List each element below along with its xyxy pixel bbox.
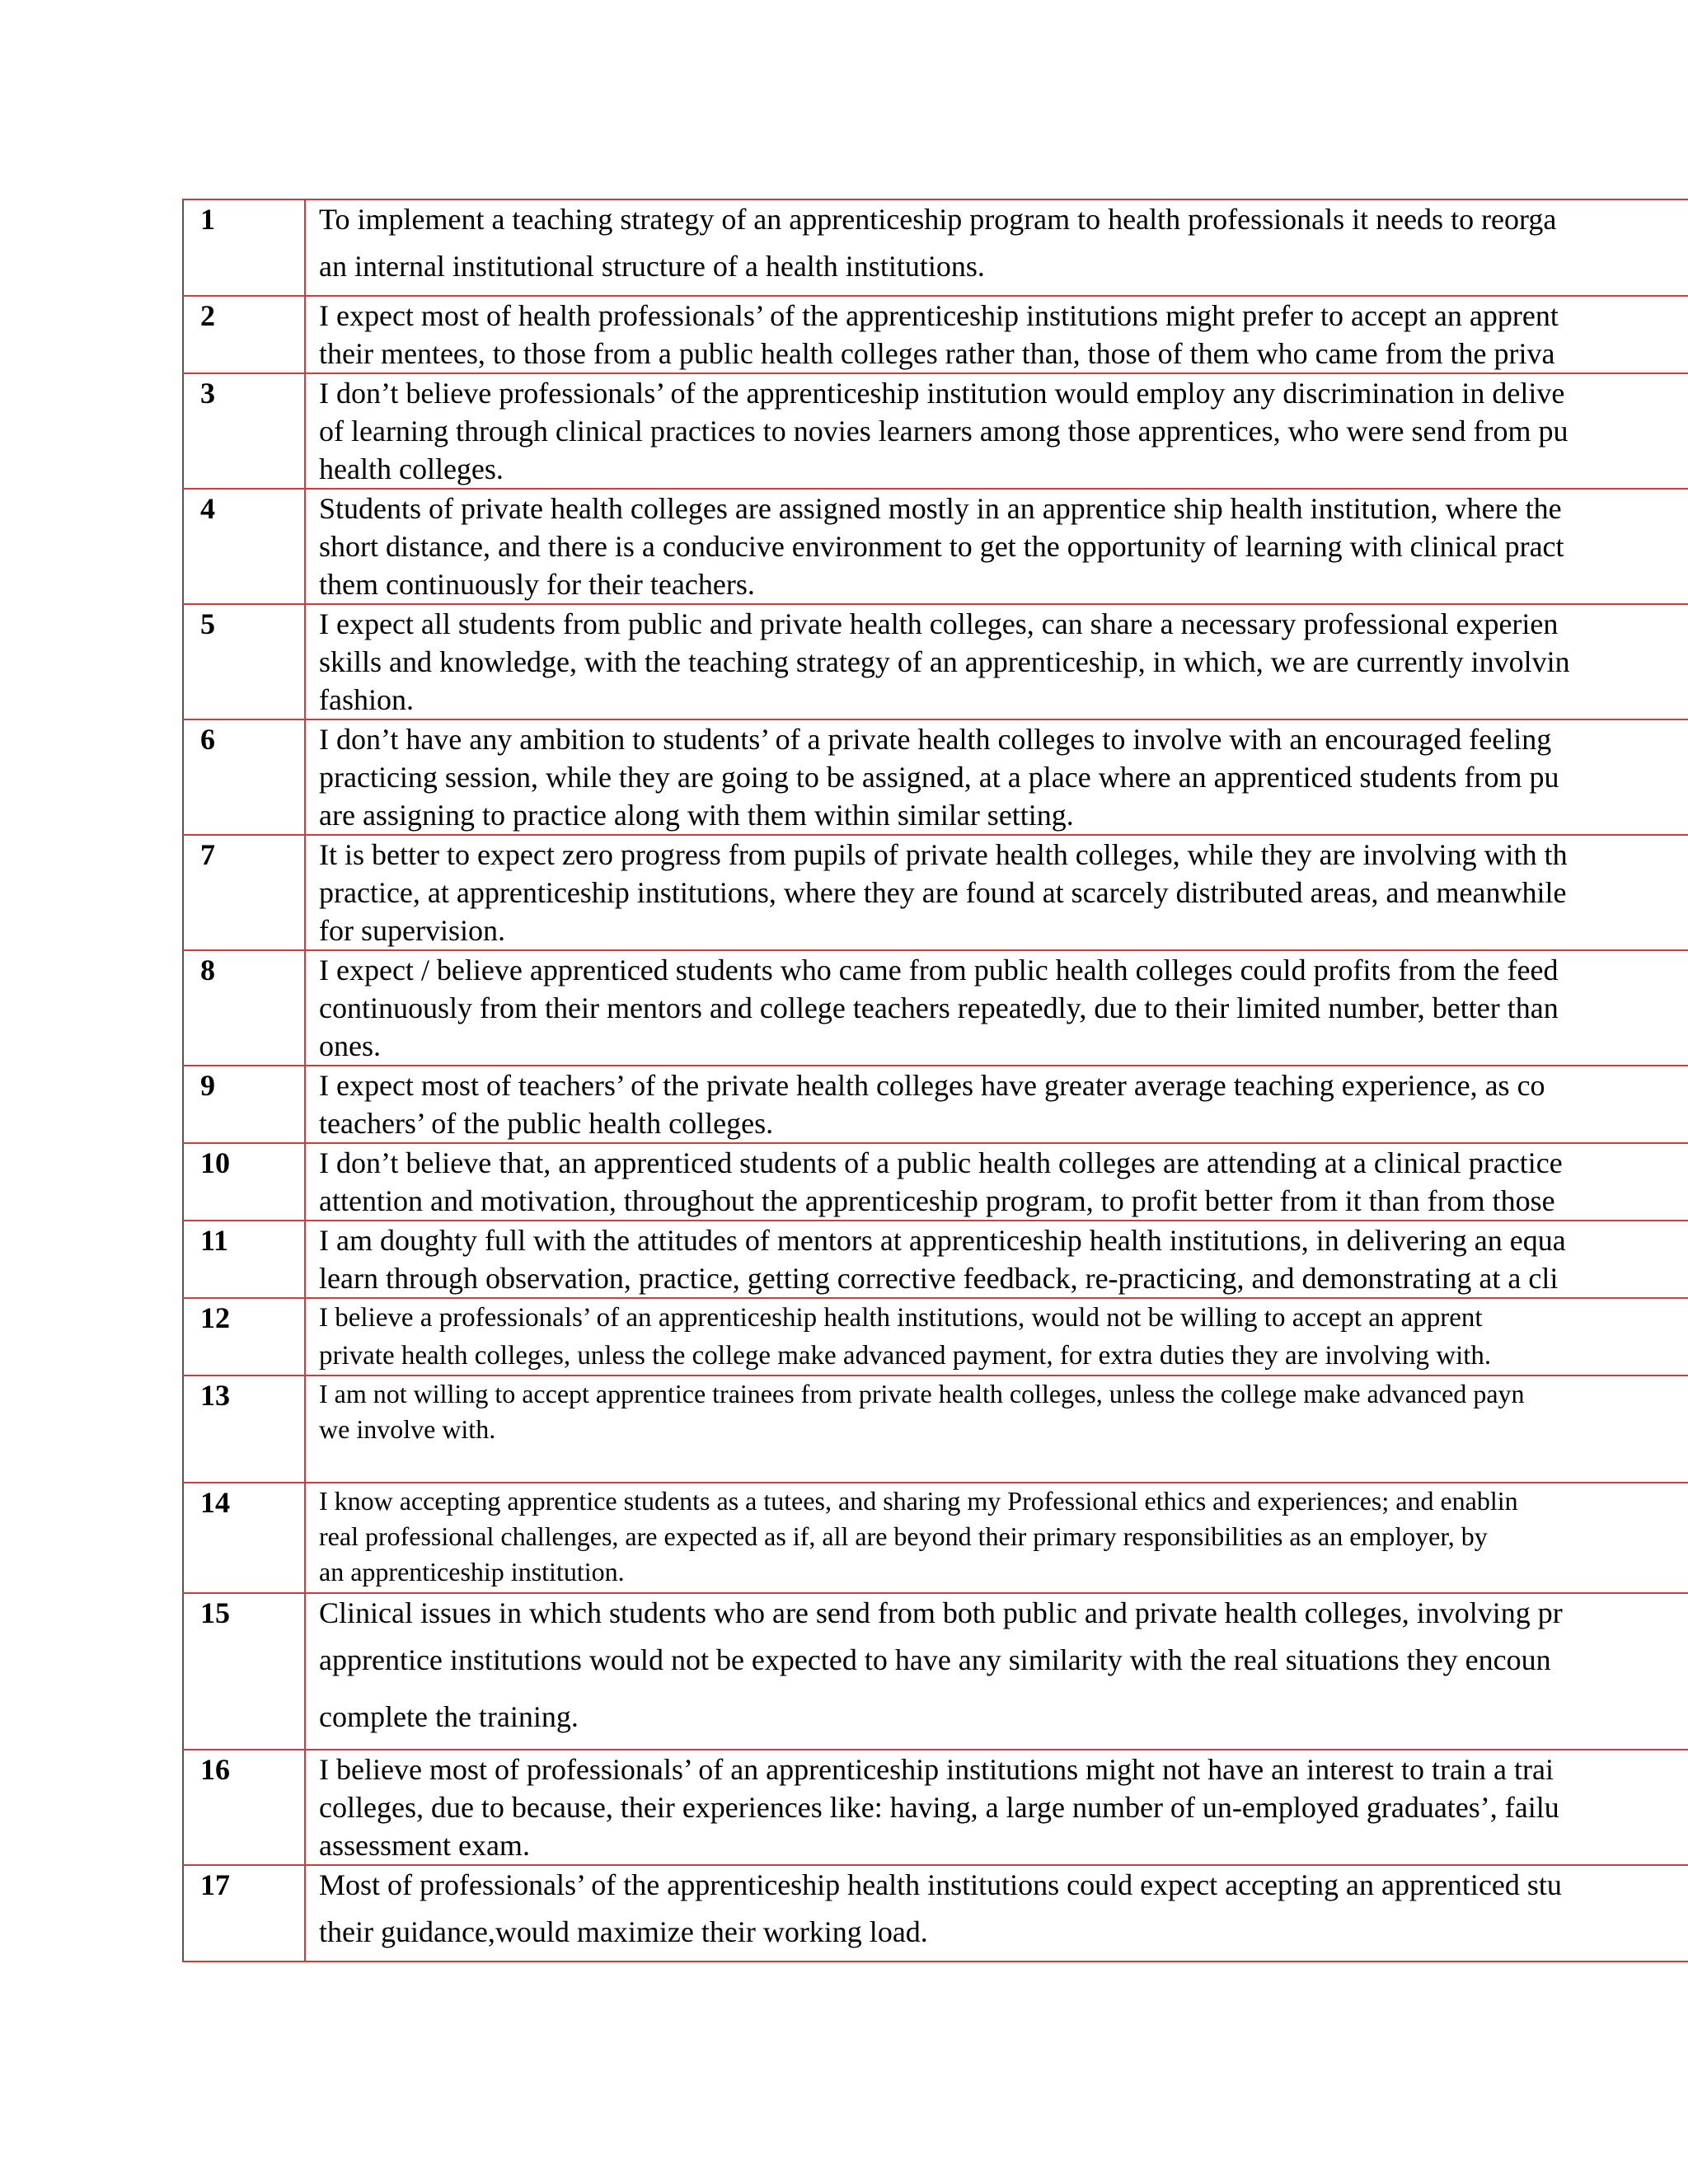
statement-line: I expect all students from public and private health colleges, can share a necessary professional experien <box>319 607 1559 640</box>
item-number: 8 <box>183 950 305 1066</box>
table-row <box>183 950 1688 1066</box>
item-number: 14 <box>183 1483 305 1593</box>
item-statement <box>305 604 1688 719</box>
statement-line: health colleges. <box>319 452 504 485</box>
item-number: 11 <box>183 1221 305 1298</box>
item-number: 10 <box>183 1143 305 1221</box>
table-row <box>183 1298 1688 1376</box>
statement-line: colleges, due to because, their experiences like: having, a large number of un-employed graduates’, failu <box>319 1791 1559 1824</box>
statement-line: short distance, and there is a conducive environment to get the opportunity of learning with clinical pract <box>319 530 1564 563</box>
table-row <box>183 719 1688 835</box>
statement-line: practice, at apprenticeship institutions, where they are found at scarcely distributed areas, and meanwhile <box>319 876 1567 909</box>
statement-line: ones. <box>319 1029 381 1062</box>
item-statement <box>305 373 1688 489</box>
statement-line: an apprenticeship institution. <box>319 1557 625 1586</box>
statement-line: them continuously for their teachers. <box>319 568 755 601</box>
item-number: 2 <box>183 296 305 373</box>
item-statement <box>305 1750 1688 1865</box>
statement-line: of learning through clinical practices to novies learners among those apprentices, who were send from pu <box>319 415 1568 448</box>
statement-line: Most of professionals’ of the apprenticeship health institutions could expect accepting an apprenticed stu <box>319 1868 1562 1901</box>
item-statement <box>305 1376 1688 1483</box>
statement-line: practicing session, while they are going to be assigned, at a place where an apprenticed students from pu <box>319 761 1559 794</box>
statement-line: I am doughty full with the attitudes of mentors at apprenticeship health institutions, in delivering an equa <box>319 1224 1566 1257</box>
item-number: 9 <box>183 1066 305 1143</box>
item-statement <box>305 1066 1688 1143</box>
item-number: 7 <box>183 835 305 950</box>
statement-line: their mentees, to those from a public health colleges rather than, those of them who came from the priva <box>319 337 1555 370</box>
table-row <box>183 1593 1688 1750</box>
statement-line: I know accepting apprentice students as a tutees, and sharing my Professional ethics and experiences; and enablin <box>319 1486 1518 1516</box>
item-number: 16 <box>183 1750 305 1865</box>
table-row <box>183 835 1688 950</box>
statement-line: an internal institutional structure of a health institutions. <box>319 250 985 283</box>
item-statement <box>305 719 1688 835</box>
statement-line: fashion. <box>319 683 414 716</box>
statement-line: are assigning to practice along with them within similar setting. <box>319 799 1074 832</box>
item-number: 15 <box>183 1593 305 1750</box>
table-row <box>183 1143 1688 1221</box>
statement-line: I believe most of professionals’ of an apprenticeship institutions might not have an interest to train a trai <box>319 1753 1554 1786</box>
item-statement <box>305 1143 1688 1221</box>
table-row <box>183 1376 1688 1483</box>
statement-line: I expect most of teachers’ of the private health colleges have greater average teaching experience, as co <box>319 1069 1545 1102</box>
item-number: 12 <box>183 1298 305 1376</box>
item-statement <box>305 950 1688 1066</box>
item-number: 5 <box>183 604 305 719</box>
item-statement <box>305 1298 1688 1376</box>
item-statement <box>305 1865 1688 1961</box>
statement-line: I expect / believe apprenticed students who came from public health colleges could profits from the feed <box>319 954 1559 987</box>
statement-line: for supervision. <box>319 914 505 947</box>
table-row <box>183 1483 1688 1593</box>
item-number: 13 <box>183 1376 305 1483</box>
table-row <box>183 604 1688 719</box>
table-row <box>183 296 1688 373</box>
statement-line: assessment exam. <box>319 1829 530 1862</box>
table-row <box>183 373 1688 489</box>
statement-line: apprentice institutions would not be expected to have any similarity with the real situations they encoun <box>319 1643 1551 1676</box>
statement-line: Students of private health colleges are assigned mostly in an apprentice ship health institution, where the <box>319 492 1562 525</box>
statement-line: Clinical issues in which students who are send from both public and private health colleges, involving pr <box>319 1596 1563 1629</box>
statement-line: private health colleges, unless the college make advanced payment, for extra duties they are involving with. <box>319 1341 1492 1371</box>
item-number: 6 <box>183 719 305 835</box>
item-statement <box>305 296 1688 373</box>
statement-line: we involve with. <box>319 1414 496 1444</box>
table-body <box>183 199 1688 1961</box>
statement-line: real professional challenges, are expected as if, all are beyond their primary responsibilities as an employer, by <box>319 1521 1488 1551</box>
statement-line: I don’t believe that, an apprenticed students of a public health colleges are attending at a clinical practice <box>319 1146 1563 1179</box>
statement-line: I don’t believe professionals’ of the apprenticeship institution would employ any discrimination in delive <box>319 377 1565 410</box>
item-statement <box>305 1593 1688 1750</box>
table-row <box>183 489 1688 604</box>
statement-line: continuously from their mentors and college teachers repeatedly, due to their limited number, better than <box>319 991 1559 1024</box>
table-row <box>183 1865 1688 1961</box>
statement-line: I don’t have any ambition to students’ of a private health colleges to involve with an encouraged feeling <box>319 723 1552 756</box>
statement-line: attention and motivation, throughout the apprenticeship program, to profit better from it than from those <box>319 1184 1555 1217</box>
item-number: 4 <box>183 489 305 604</box>
item-number: 3 <box>183 373 305 489</box>
table-row <box>183 199 1688 296</box>
item-statement <box>305 1483 1688 1593</box>
statement-line: their guidance,would maximize their working load. <box>319 1915 928 1948</box>
item-statement <box>305 489 1688 604</box>
item-statement <box>305 1221 1688 1298</box>
item-statement <box>305 835 1688 950</box>
statement-line: skills and knowledge, with the teaching strategy of an apprenticeship, in which, we are currently involvin <box>319 645 1570 678</box>
statement-line: It is better to expect zero progress from pupils of private health colleges, while they are involving with th <box>319 838 1568 871</box>
table-row <box>183 1066 1688 1143</box>
statement-line: To implement a teaching strategy of an apprenticeship program to health professionals it needs to reorga <box>319 203 1557 236</box>
statement-line: teachers’ of the public health colleges. <box>319 1107 774 1140</box>
table-row <box>183 1221 1688 1298</box>
statement-line: learn through observation, practice, getting corrective feedback, re-practicing, and demonstrating at a cli <box>319 1262 1559 1295</box>
item-number: 1 <box>183 199 305 296</box>
statement-line: I am not willing to accept apprentice trainees from private health colleges, unless the college make advanced payn <box>319 1379 1525 1408</box>
statement-line: I expect most of health professionals’ of the apprenticeship institutions might prefer to accept an apprent <box>319 299 1559 332</box>
item-statement <box>305 199 1688 296</box>
questionnaire-table <box>182 199 1688 1962</box>
item-number: 17 <box>183 1865 305 1961</box>
statement-line: complete the training. <box>319 1700 579 1733</box>
statement-line: I believe a professionals’ of an apprenticeship health institutions, would not be willing to accept an apprent <box>319 1303 1483 1333</box>
table-row <box>183 1750 1688 1865</box>
